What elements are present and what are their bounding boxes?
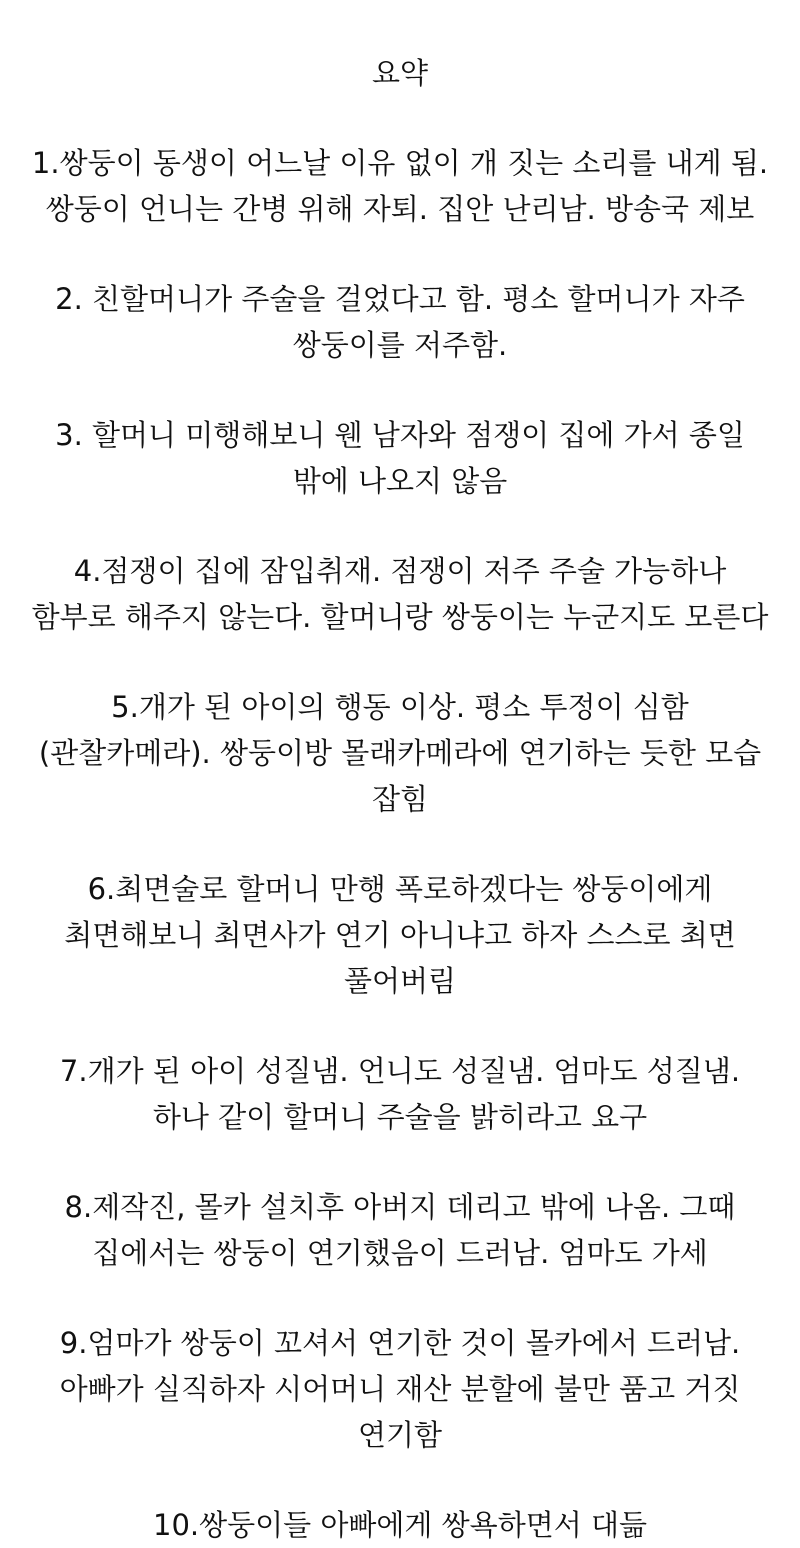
- summary-item-6: 6.최면술로 할머니 만행 폭로하겠다는 쌍둥이에게 최면해보니 최면사가 연기 아니냐고 하자 스스로 최면 풀어버림: [64, 872, 736, 998]
- summary-item-9: 9.엄마가 쌍둥이 꼬셔서 연기한 것이 몰카에서 드러남. 아빠가 실직하자 시어머니 재산 분할에 불만 품고 거짓 연기함: [59, 1326, 741, 1452]
- page-title: 요약: [371, 56, 429, 90]
- summary-item-2: 2. 친할머니가 주술을 걸었다고 함. 평소 할머니가 자주 쌍둥이를 저주함.: [55, 282, 745, 362]
- summary-item-5: 5.개가 된 아이의 행동 이상. 평소 투정이 심함(관찰카메라). 쌍둥이방 몰래카메라에 연기하는 듯한 모습 잡힘: [38, 690, 762, 816]
- summary-item-4: 4.점쟁이 집에 잠입취재. 점쟁이 저주 주술 가능하나 함부로 해주지 않는다. 할머니랑 쌍둥이는 누군지도 모른다: [31, 554, 769, 634]
- summary-list: [28, 140, 772, 1548]
- summary-item-7: 7.개가 된 아이 성질냄. 언니도 성질냄. 엄마도 성질냄. 하나 같이 할머니 주술을 밝히라고 요구: [59, 1054, 741, 1134]
- summary-item-1: 1.쌍둥이 동생이 어느날 이유 없이 개 짓는 소리를 내게 됨. 쌍둥이 언니는 간병 위해 자퇴. 집안 난리남. 방송국 제보: [31, 146, 769, 226]
- summary-item-3: 3. 할머니 미행해보니 웬 남자와 점쟁이 집에 가서 종일 밖에 나오지 않음: [55, 418, 745, 498]
- summary-item-8: 8.제작진, 몰카 설치후 아버지 데리고 밖에 나옴. 그때 집에서는 쌍둥이 연기했음이 드러남. 엄마도 가세: [64, 1190, 736, 1270]
- summary-item-10: 10.쌍둥이들 아빠에게 쌍욕하면서 대듦: [153, 1508, 647, 1542]
